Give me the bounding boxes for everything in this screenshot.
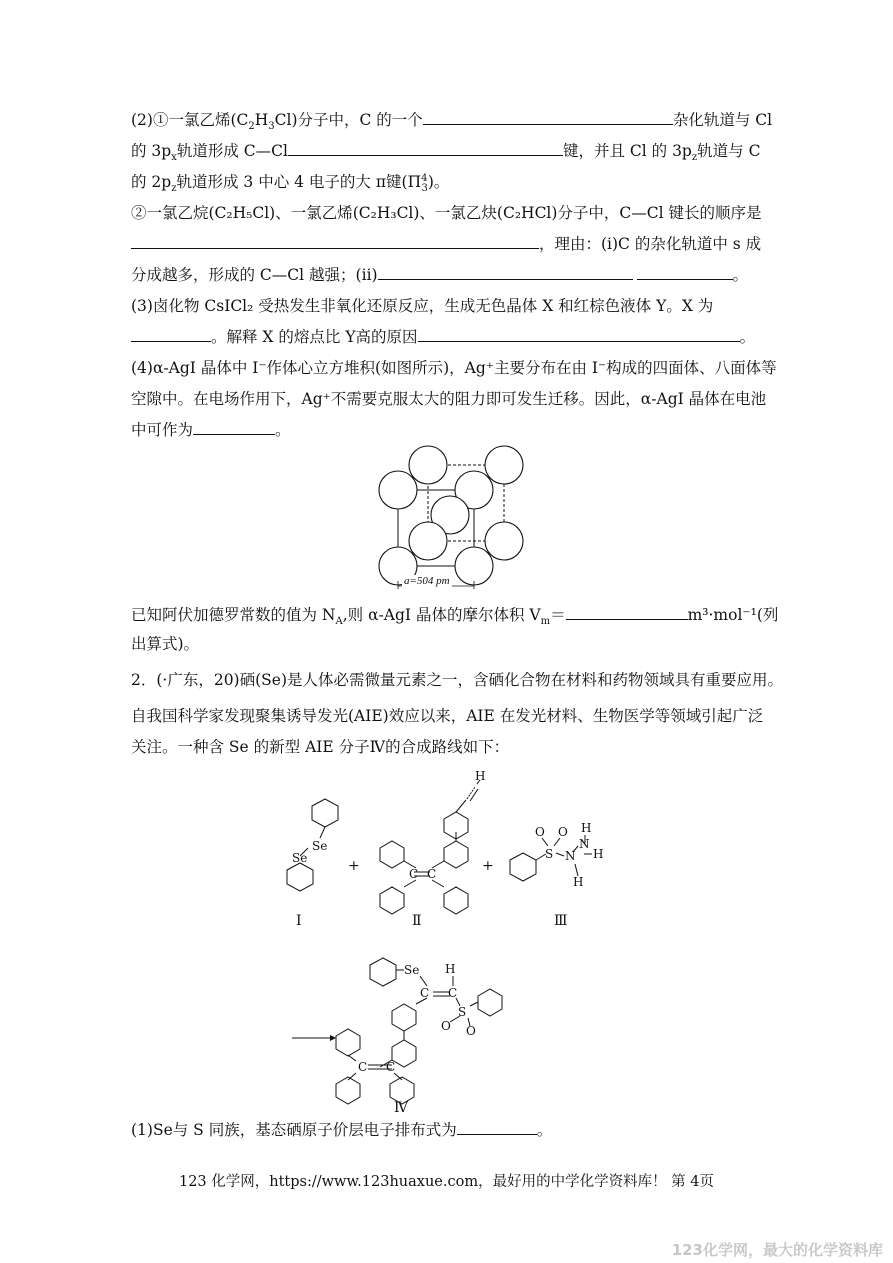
benzene-ring	[444, 841, 468, 868]
text: ,则 α-AgI 晶体的摩尔体积 V	[342, 606, 541, 624]
benzene-ring	[444, 887, 468, 914]
text: (3)卤化物 CsICl₂ 受热发生非氧化还原反应，生成无色晶体 X 和红棕色液体 Y。X 为	[131, 297, 714, 315]
answer-blank[interactable]	[378, 265, 633, 280]
bcc-crystal-figure	[370, 440, 530, 590]
q2-2-line2	[131, 234, 761, 254]
answer-blank[interactable]	[193, 420, 275, 435]
atom	[409, 446, 447, 484]
sub: 3	[421, 183, 428, 195]
q4-line1	[131, 358, 777, 378]
benzene-ring	[392, 1004, 416, 1031]
benzene-ring	[510, 853, 536, 881]
text: 的 3p	[131, 142, 172, 160]
q5-1-line	[131, 1120, 552, 1140]
benzene-ring	[336, 1029, 360, 1056]
cell-parameter-label: a=504 pm	[404, 575, 450, 587]
atom-label: H	[475, 770, 486, 783]
text: 。	[732, 266, 749, 284]
text: 已知阿伏加德罗常数的值为 N	[131, 606, 336, 624]
answer-blank[interactable]	[131, 234, 539, 249]
benzene-ring	[478, 989, 502, 1016]
q2-2-line3	[131, 265, 748, 285]
atom-label: C	[427, 867, 437, 881]
text: 。	[275, 421, 291, 439]
text: ＝	[550, 606, 566, 624]
sub: 2	[248, 121, 255, 133]
atom	[485, 446, 523, 484]
text: 关注。一种含 Se 的新型 AIE 分子Ⅳ的合成路线如下：	[131, 738, 510, 756]
atom-label: H	[593, 847, 604, 861]
answer-blank[interactable]	[418, 327, 740, 342]
answer-blank[interactable]	[423, 110, 673, 125]
atom-label: C	[420, 986, 430, 1000]
compound-label-I: Ⅰ	[296, 913, 302, 929]
atom-label: H	[445, 962, 456, 976]
text: ②一氯乙烷(C₂H₅Cl)、一氯乙烯(C₂H₃Cl)、一氯乙炔(C₂HCl)分子中，C—Cl 键长的顺序是	[131, 204, 762, 222]
text: 。	[536, 1121, 553, 1139]
q2-1-line1	[131, 110, 773, 133]
text: 杂化轨道与 Cl	[672, 111, 773, 129]
atom-label: O	[466, 1024, 476, 1038]
q3-line1	[131, 296, 713, 316]
text: (2)①一氯乙烯(C	[131, 111, 249, 129]
atom-label: S	[458, 1005, 467, 1019]
atom	[455, 547, 493, 585]
text: 键，并且 Cl 的 3p	[562, 142, 692, 160]
text: 空隙中。在电场作用下，Ag⁺不需要克服太大的阻力即可发生迁移。因此，α-AgI 晶体在电池	[131, 390, 767, 408]
text: 2．(·广东，20)硒(Se)是人体必需微量元素之一，含硒化合物在材料和药物领域具有重要应用。	[131, 671, 783, 689]
q3-line2	[131, 327, 755, 347]
atom	[379, 471, 417, 509]
sub: x	[171, 152, 177, 164]
plus-sign: +	[482, 858, 494, 874]
answer-blank[interactable]	[457, 1120, 537, 1135]
text: 中可作为	[131, 421, 194, 439]
atom-label: Se	[404, 963, 420, 977]
q4-line3	[131, 420, 291, 440]
sub: z	[691, 152, 698, 164]
q5-line3	[131, 737, 509, 757]
q4-line2	[131, 389, 766, 409]
reaction-arrow-head	[330, 1035, 336, 1041]
atom-label: Se	[292, 851, 308, 865]
synthesis-scheme	[270, 770, 630, 1115]
q2-1-line3	[131, 172, 450, 195]
text: 轨道形成 C—Cl	[176, 142, 288, 160]
text: 。解释 X 的熔点比 Y高的原因	[211, 328, 418, 346]
atom-label: N	[565, 849, 576, 863]
sub: m	[540, 616, 551, 628]
atom-label: N	[579, 837, 590, 851]
answer-blank[interactable]	[566, 605, 688, 620]
q4-line5	[131, 634, 199, 654]
atom-label: Se	[312, 839, 328, 853]
text: (4)α-AgI 晶体中 I⁻作体心立方堆积(如图所示)，Ag⁺主要分布在由 I⁻构成的四面体、八面体等	[131, 359, 777, 377]
benzene-ring	[392, 1040, 416, 1067]
text: 轨道与 C	[697, 142, 761, 160]
text: 分成越多，形成的 C—Cl 越强；(ⅱ)	[131, 266, 378, 284]
text: 自我国科学家发现聚集诱导发光(AIE)效应以来，AIE 在发光材料、生物医学等领域引起广泛	[131, 707, 764, 725]
atom-label: S	[545, 847, 554, 861]
sub: z	[171, 183, 177, 195]
answer-blank[interactable]	[131, 327, 211, 342]
atom-label: C	[358, 1060, 368, 1074]
atom-label: O	[558, 825, 568, 839]
atom-label: C	[448, 986, 458, 1000]
atom-label: C	[386, 1060, 396, 1074]
text: 轨道形成 3 中心 4 电子的大 π键(Π	[176, 173, 422, 191]
q2-2-line1	[131, 203, 762, 223]
compound-label-II: Ⅱ	[412, 913, 422, 929]
watermark: 123化学网，最大的化学资料库	[671, 1241, 883, 1259]
sub: A	[335, 616, 343, 628]
sub: 3	[268, 121, 275, 133]
atom-label: H	[573, 875, 584, 889]
answer-blank[interactable]	[637, 265, 733, 280]
text: )。	[427, 173, 450, 191]
benzene-ring	[380, 887, 404, 914]
text: 的 2p	[131, 173, 172, 191]
compound-label-IV: Ⅳ	[394, 1100, 408, 1115]
sup: 4	[421, 172, 428, 184]
text: m³·mol⁻¹(列	[687, 606, 779, 624]
benzene-ring	[370, 958, 396, 986]
plus-sign: +	[348, 858, 360, 874]
atom-label: O	[535, 825, 545, 839]
q5-line1	[131, 670, 783, 690]
text: 。	[739, 328, 756, 346]
atom-label: H	[581, 821, 592, 835]
text: ，理由：(ⅰ)C 的杂化轨道中 s 成	[539, 235, 762, 253]
text: H	[254, 111, 269, 129]
atom	[409, 522, 447, 560]
q4-line4	[131, 605, 779, 628]
atom-label: O	[441, 1019, 451, 1033]
text: Cl)分子中，C 的一个	[274, 111, 423, 129]
atom-label: C	[409, 867, 419, 881]
benzene-ring	[336, 1077, 360, 1104]
text: (1)Se与 S 同族，基态硒原子价层电子排布式为	[131, 1121, 457, 1139]
benzene-ring	[380, 841, 404, 868]
q2-1-line2	[131, 141, 761, 164]
compound-label-III: Ⅲ	[554, 913, 568, 929]
atom	[485, 522, 523, 560]
benzene-ring	[287, 863, 313, 891]
text: 出算式)。	[131, 635, 200, 653]
answer-blank[interactable]	[288, 141, 563, 156]
q5-line2	[131, 706, 763, 726]
page-footer: 123 化学网，https://www.123huaxue.com，最好用的中学化学资料库！ 第 4页	[178, 1174, 715, 1190]
benzene-ring	[312, 799, 338, 827]
